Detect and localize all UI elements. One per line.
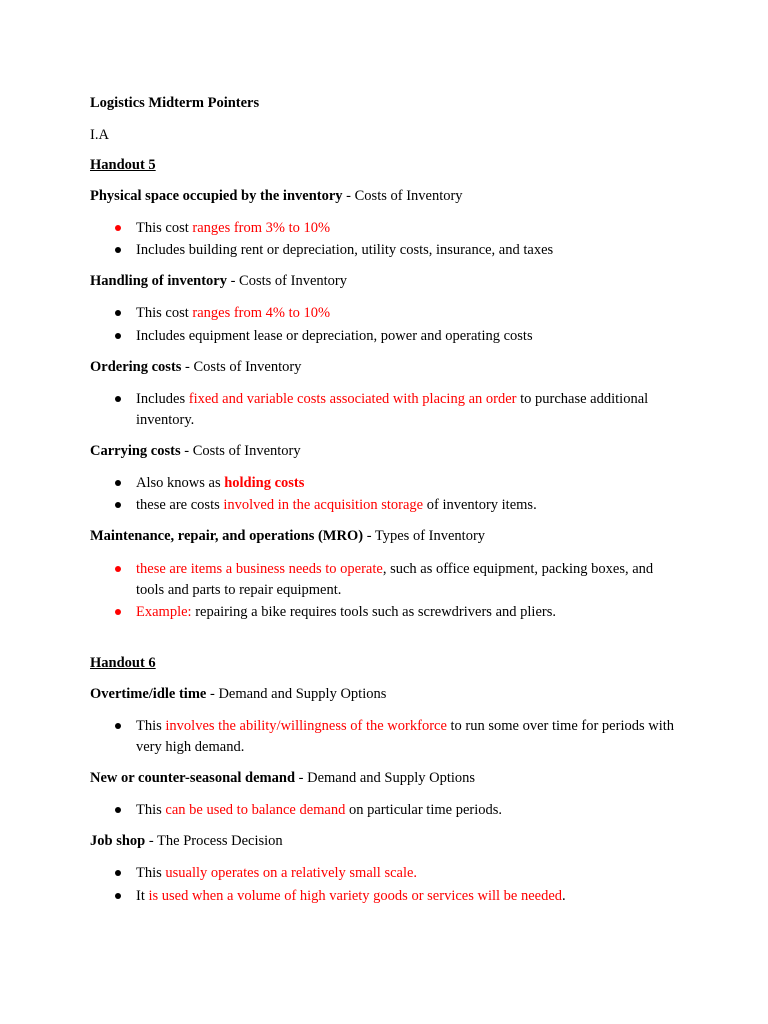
section-heading-carrying — [90, 442, 301, 460]
bullet-text: It — [136, 888, 149, 904]
bullet-text: Includes equipment lease or depreciation, power and operating costs — [136, 328, 533, 344]
highlight-text: Example: — [136, 604, 192, 620]
bullet-text: repairing a bike requires tools such as screwdrivers and pliers. — [191, 604, 556, 620]
category: - The Process Decision — [145, 833, 283, 849]
bullet-icon — [115, 609, 121, 615]
highlight-text: involves the ability/willingness of the workforce — [165, 718, 447, 734]
bullet-text: Also knows as — [136, 475, 225, 491]
highlight-text: these are items a business needs to operate — [136, 561, 383, 577]
bullet-text: Includes building rent or depreciation, utility costs, insurance, and taxes — [136, 242, 554, 258]
section-heading-physical — [90, 187, 463, 205]
bullet-text: This — [136, 802, 166, 818]
term: Ordering costs — [90, 359, 182, 375]
term: New or counter-seasonal demand — [90, 770, 296, 786]
bullet-icon — [115, 502, 121, 508]
bullet-text: of inventory items. — [423, 497, 537, 513]
term: Physical space occupied by the inventory — [90, 188, 343, 204]
bullet-text: This — [136, 718, 166, 734]
term: Maintenance, repair, and operations (MRO) — [90, 528, 364, 544]
section-heading-mro — [90, 527, 485, 545]
section-heading-handling — [90, 272, 347, 290]
bullet-icon — [115, 310, 121, 316]
doc-subtitle: I.A — [90, 127, 109, 143]
bullet-icon — [115, 247, 121, 253]
bullet-icon — [115, 396, 121, 402]
section-heading-ordering — [90, 358, 301, 376]
highlight-text: is used when a volume of high variety goods or services will be needed — [148, 888, 563, 904]
handout-6-heading: Handout 6 — [90, 655, 156, 671]
bullet-text: This — [136, 865, 166, 881]
term: Handling of inventory — [90, 273, 227, 289]
bullet-text: these are costs — [136, 497, 224, 513]
bullet-text: , such as office equipment, packing boxes, and tools and parts to repair equipment. — [136, 561, 654, 598]
category: - Demand and Supply Options — [295, 770, 476, 786]
term: Job shop — [90, 833, 146, 849]
bullet-text: to purchase additional inventory. — [136, 391, 649, 428]
category: - Costs of Inventory — [180, 443, 301, 459]
term: Carrying costs — [90, 443, 181, 459]
highlight-text: ranges from 3% to 10% — [192, 220, 331, 236]
bullet-icon — [115, 225, 121, 231]
handout-5-heading: Handout 5 — [90, 157, 156, 173]
bullet-icon — [115, 870, 121, 876]
category: - Types of Inventory — [363, 528, 486, 544]
category: - Costs of Inventory — [226, 273, 347, 289]
highlight-text: fixed and variable costs associated with placing an order — [188, 391, 517, 407]
category: - Demand and Supply Options — [206, 686, 387, 702]
section-heading-counter-seasonal — [90, 769, 475, 787]
bullet-text: . — [562, 888, 566, 904]
bullet-text: to run some over time for periods with very high demand. — [136, 718, 675, 755]
highlight-text: involved in the acquisition storage — [223, 497, 424, 513]
highlight-text: can be used to balance demand — [165, 802, 346, 818]
highlight-text: ranges from 4% to 10% — [192, 305, 331, 321]
category: - Costs of Inventory — [181, 359, 302, 375]
section-heading-overtime — [90, 685, 386, 703]
bullet-icon — [115, 893, 121, 899]
bullet-icon — [115, 333, 121, 339]
bullet-icon — [115, 807, 121, 813]
term: Overtime/idle time — [90, 686, 207, 702]
bullet-icon — [115, 480, 121, 486]
bullet-icon — [115, 723, 121, 729]
bullet-text: This cost — [136, 305, 193, 321]
doc-title: Logistics Midterm Pointers — [90, 95, 260, 111]
bullet-icon — [115, 566, 121, 572]
bullet-text: This cost — [136, 220, 193, 236]
bullet-text: Includes — [136, 391, 189, 407]
highlight-text: holding costs — [224, 475, 305, 491]
bullet-text: on particular time periods. — [345, 802, 503, 818]
category: - Costs of Inventory — [342, 188, 463, 204]
section-heading-job-shop — [90, 832, 283, 850]
highlight-text: usually operates on a relatively small scale. — [165, 865, 418, 881]
